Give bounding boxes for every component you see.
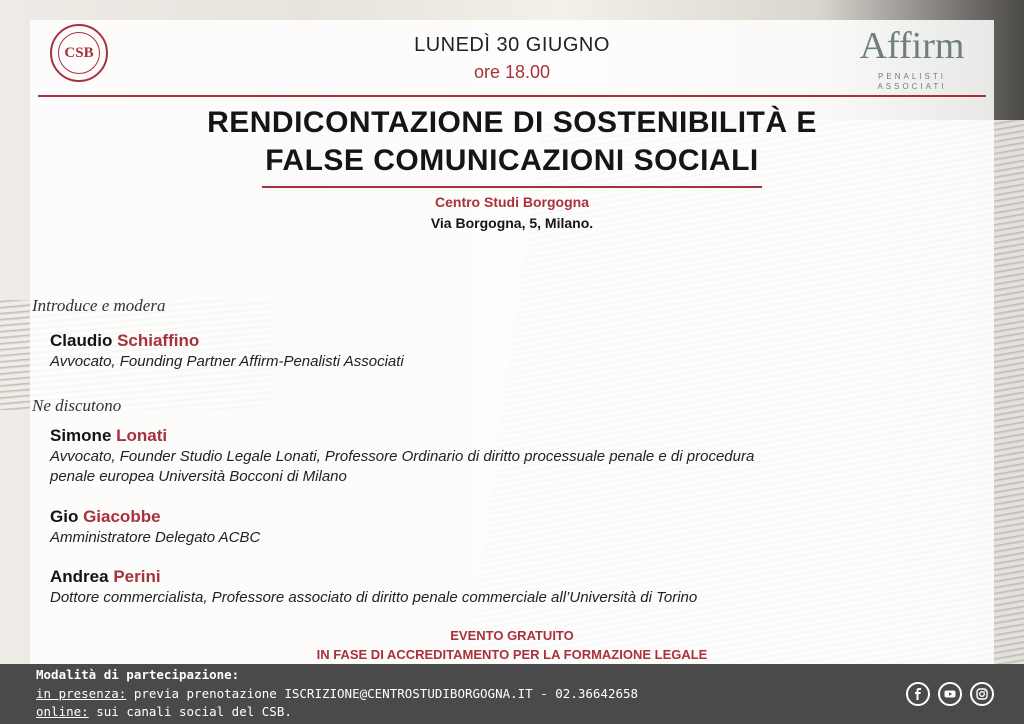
venue-address: Via Borgogna, 5, Milano. [430,215,594,231]
speaker-name [50,506,950,528]
moderator-last-name: Schiaffino [117,331,200,350]
moderator-first-name: Claudio [50,331,113,350]
moderator-entry [50,330,950,372]
speaker-first-name: Gio [50,507,79,526]
participation-online [36,703,292,721]
event-notice [0,626,1024,664]
event-title [0,104,1024,180]
speaker-first-name: Simone [50,426,112,445]
speaker-role-line1: Avvocato, Founder Studio Legale Lonati, Professore Ordinario di diritto processuale penale e di procedura [50,448,755,465]
section-discussants-heading: Ne discutono [32,396,122,415]
event-title-line2: FALSE COMUNICAZIONI SOCIALI [265,144,759,177]
event-title-line1: RENDICONTAZIONE DI SOSTENIBILITÀ E [207,106,817,139]
instagram-icon[interactable] [970,682,994,706]
event-accreditation-label: IN FASE DI ACCREDITAMENTO PER LA FORMAZIONE LEGALE [316,647,708,662]
speaker-name [50,566,950,588]
affirm-logo-name: Affirm [859,25,965,67]
speaker-last-name: Giacobbe [83,507,161,526]
speaker-last-name: Lonati [116,426,168,445]
affirm-logo [842,26,982,92]
speaker-entry [50,506,950,548]
affirm-logo-sub1: PENALISTI [878,72,946,81]
speaker-last-name: Perini [113,567,161,586]
participation-in-person [36,685,638,703]
participation-heading: Modalità di partecipazione: [36,667,240,682]
speaker-first-name: Andrea [50,567,109,586]
moderator-name [50,330,950,352]
moderator-role: Avvocato, Founding Partner Affirm-Penalisti Associati [50,353,404,370]
speaker-role-line1: Dottore commercialista, Professore associato di diritto penale commerciale all’Università di Torino [50,589,698,606]
event-date: LUNEDÌ 30 GIUGNO [414,34,610,56]
section-intro-heading: Introduce e modera [32,296,166,315]
venue-name: Centro Studi Borgogna [435,194,589,210]
online-label: online: [36,704,89,719]
event-time: ore 18.00 [473,62,551,82]
youtube-icon[interactable] [938,682,962,706]
speaker-role-line2: penale europea Università Bocconi di Milano [50,468,347,485]
online-text: sui canali social del CSB. [88,704,292,719]
speaker-entry [50,566,950,608]
event-free-label: EVENTO GRATUITO [450,628,574,643]
speaker-role-line1: Amministratore Delegato ACBC [50,529,261,546]
affirm-logo-sub2: ASSOCIATI [877,82,947,91]
in-person-label: in presenza: [36,686,127,701]
footer-bar [0,664,1024,724]
header-divider [38,95,986,97]
csb-logo-text: CSB [58,32,100,74]
facebook-icon[interactable] [906,682,930,706]
in-person-text[interactable]: previa prenotazione ISCRIZIONE@CENTROSTUDIBORGOGNA.IT - 02.36642658 [126,686,639,701]
speaker-entry [50,425,950,487]
speaker-name [50,425,950,447]
title-divider [262,186,762,188]
